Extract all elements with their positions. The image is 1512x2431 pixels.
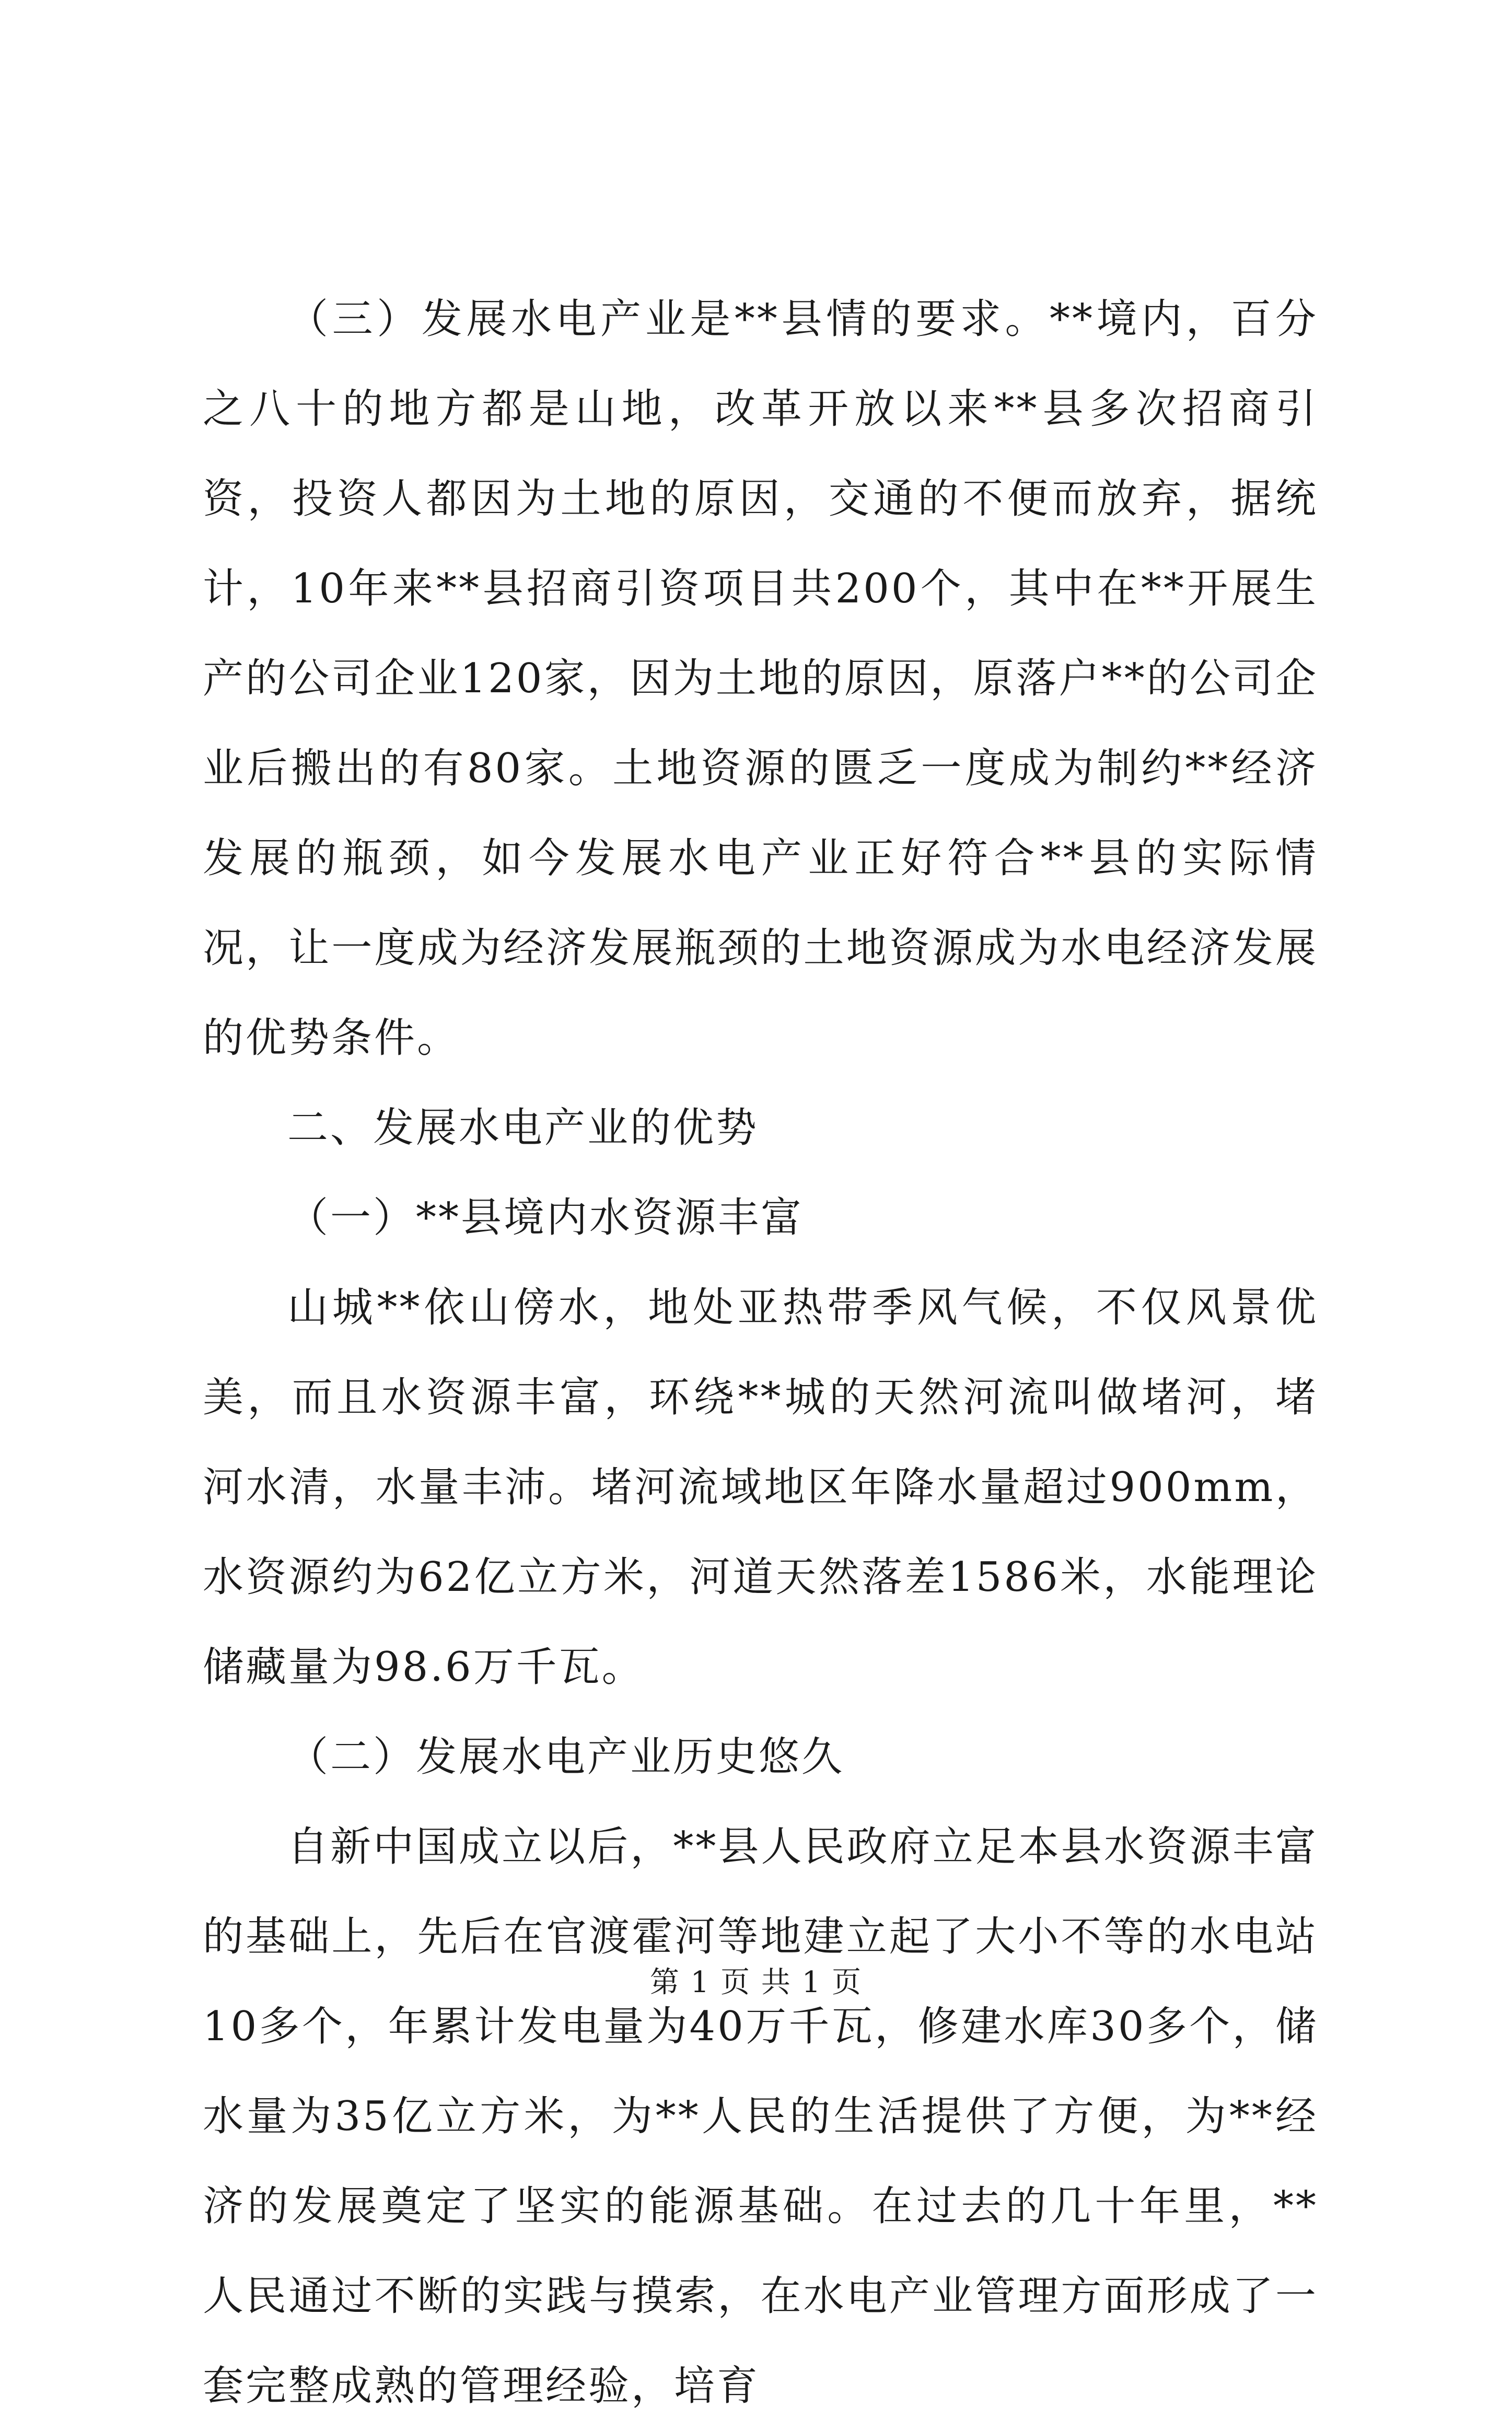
subheading-history: （二）发展水电产业历史悠久: [287, 1734, 845, 1781]
document-body: [203, 274, 1318, 2431]
paragraph-history: 自新中国成立以后，**县人民政府立足本县水资源丰富的基础上，先后在官渡霍河等地建立起了大小不等的水电站10多个，年累计发电量为40万千瓦，修建水库30多个，储水量为35亿立方米，为**人民的生活提供了方便，为**经济的发展奠定了坚实的能源基础。在过去的几十年里，**人民通过不断的实践与摸索，在水电产业管理方面形成了一套完整成熟的管理经验，培育: [203, 1823, 1318, 2410]
subheading-water-resources: （一）**县境内水资源丰富: [287, 1194, 804, 1241]
page-number-footer: 第 1 页 共 1 页: [649, 1965, 863, 1999]
section-heading-advantages: 二、发展水电产业的优势: [287, 1104, 759, 1151]
paragraph-water-resources: 山城**依山傍水，地处亚热带季风气候，不仅风景优美，而且水资源丰富，环绕**城的天然河流叫做堵河，堵河水清，水量丰沛。堵河流域地区年降水量超过900mm，水资源约为62亿立方米，河道天然落差1586米，水能理论储藏量为98.6万千瓦。: [203, 1284, 1318, 1691]
paragraph-county-conditions: （三）发展水电产业是**县情的要求。**境内，百分之八十的地方都是山地，改革开放以来**县多次招商引资，投资人都因为土地的原因，交通的不便而放弃，据统计，10年来**县招商引资项目共200个，其中在**开展生产的公司企业120家，因为土地的原因，原落户**的公司企业后搬出的有80家。土地资源的匮乏一度成为制约**经济发展的瓶颈，如今发展水电产业正好符合**县的实际情况，让一度成为经济发展瓶颈的土地资源成为水电经济发展的优势条件。: [203, 296, 1318, 1062]
